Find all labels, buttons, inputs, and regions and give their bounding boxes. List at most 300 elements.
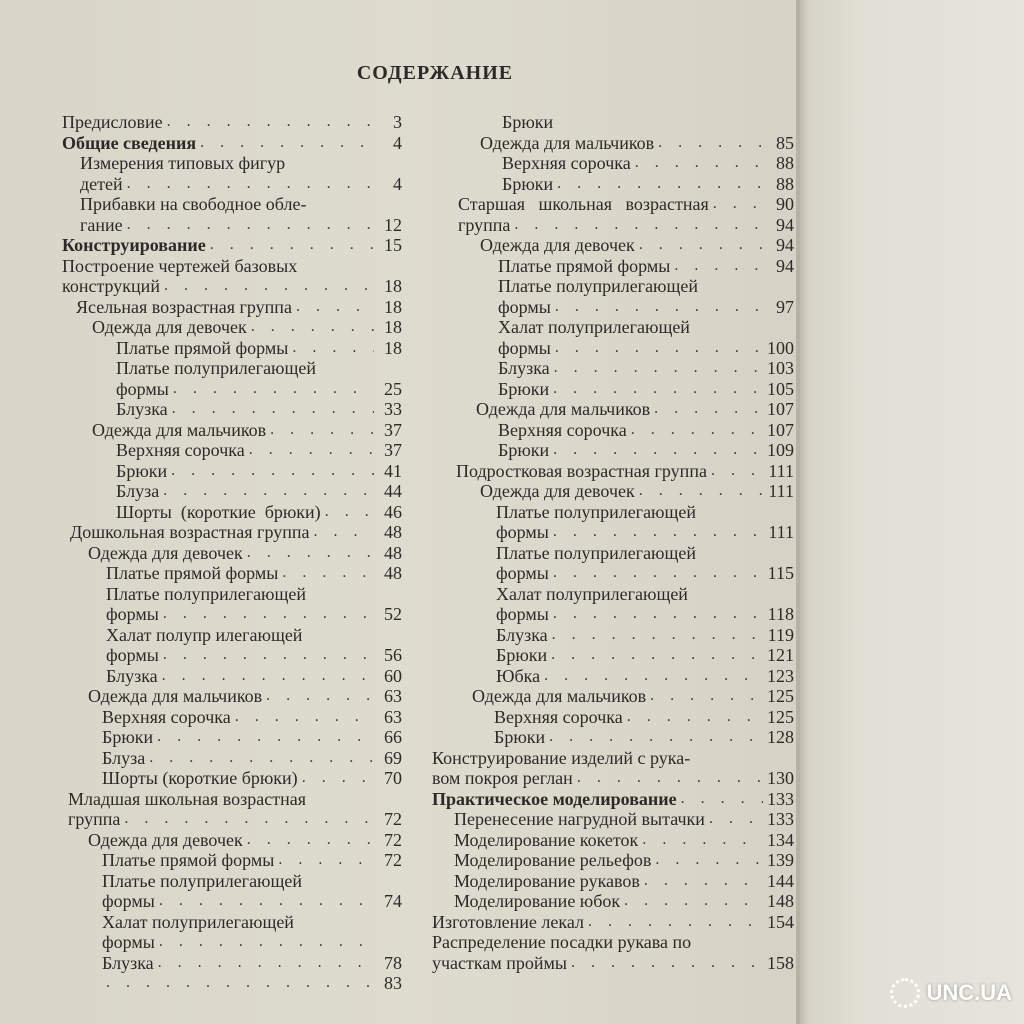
toc-entry-title: Платье полуприлегающей xyxy=(102,870,302,891)
toc-entry-page: 18 xyxy=(384,317,402,337)
toc-entry xyxy=(62,522,402,543)
dot-leader xyxy=(639,481,765,502)
toc-entry xyxy=(432,625,794,646)
toc-entry xyxy=(62,830,402,851)
toc-entry-page: 103 xyxy=(767,358,794,378)
toc-entry-page: 18 xyxy=(384,276,402,296)
dot-leader xyxy=(553,604,764,625)
toc-entry xyxy=(432,850,794,871)
toc-entry-title: формы xyxy=(496,604,549,624)
toc-entry-title: Изготовление лекал xyxy=(432,911,584,932)
dot-leader xyxy=(159,891,374,912)
toc-entry-title: Блузка xyxy=(498,358,550,378)
toc-entry xyxy=(62,358,402,379)
toc-entry-title: Платье прямой формы xyxy=(106,563,279,583)
toc-entry-title: участкам проймы xyxy=(432,952,567,973)
toc-entry-title: Моделирование рукавов xyxy=(454,870,640,891)
toc-entry-page: 60 xyxy=(384,665,402,686)
dot-leader xyxy=(544,666,763,687)
toc-entry-title: Одежда для девочек xyxy=(480,235,635,255)
dot-leader xyxy=(266,686,374,707)
toc-entry xyxy=(432,543,794,564)
toc-entry-page: 3 xyxy=(393,112,402,132)
toc-entry-page: 18 xyxy=(384,296,402,317)
toc-entry xyxy=(62,912,402,933)
toc-entry-title: Младшая школьная возрастная xyxy=(68,788,307,809)
toc-entry xyxy=(432,604,794,625)
toc-entry xyxy=(432,358,794,379)
toc-entry-page: 12 xyxy=(384,214,402,235)
toc-entry-title: Моделирование рельефов xyxy=(454,850,652,870)
toc-entry xyxy=(62,973,402,994)
dot-leader xyxy=(325,502,374,523)
toc-entry-page: 115 xyxy=(767,563,794,583)
dot-leader xyxy=(639,235,766,256)
toc-entry xyxy=(62,932,402,953)
dot-leader xyxy=(552,625,764,646)
toc-entry xyxy=(62,153,402,174)
toc-entry-title: Дошкольная возрастная группа xyxy=(70,522,310,542)
toc-entry xyxy=(62,563,402,584)
toc-entry-page: 4 xyxy=(393,173,402,194)
dot-leader xyxy=(588,912,763,933)
toc-entry-title: Одежда для мальчиков xyxy=(480,132,655,153)
toc-entry-page: 69 xyxy=(384,747,402,768)
dot-leader xyxy=(124,809,374,830)
toc-entry xyxy=(432,563,794,584)
toc-entry-title: Одежда для мальчиков xyxy=(88,686,263,706)
toc-entry-title: Верхняя сорочка xyxy=(502,153,631,173)
toc-entry xyxy=(432,686,794,707)
dot-leader xyxy=(251,317,374,338)
dot-leader xyxy=(553,563,764,584)
toc-entry-title: Построение чертежей базовых xyxy=(62,255,298,276)
toc-entry-title: конструкций xyxy=(62,276,160,296)
toc-entry-page: 37 xyxy=(384,419,402,440)
toc-entry xyxy=(62,953,402,974)
toc-entry-title: формы xyxy=(496,563,549,583)
toc-entry xyxy=(432,584,794,605)
toc-entry-page: 94 xyxy=(776,235,794,255)
toc-entry-title: Прибавки на свободное обле- xyxy=(80,194,307,214)
toc-entry-page: 107 xyxy=(767,399,794,419)
toc-entry-page: 148 xyxy=(767,891,794,911)
dot-leader xyxy=(163,481,374,502)
watermark-logo-icon xyxy=(890,978,920,1008)
dot-leader xyxy=(627,707,763,728)
toc-entry-page: 125 xyxy=(767,686,794,706)
dot-leader xyxy=(106,973,374,994)
toc-entry-title: Перенесение нагрудной вытачки xyxy=(454,809,705,829)
toc-entry-page: 133 xyxy=(767,809,794,829)
toc-entry-page: 130 xyxy=(767,768,794,788)
toc-entry-title: Предисловие xyxy=(62,112,163,132)
toc-entry xyxy=(62,727,402,748)
toc-entry xyxy=(62,276,402,297)
dot-leader xyxy=(549,727,763,748)
toc-entry-title: Брюки xyxy=(502,112,554,132)
toc-entry-title: формы xyxy=(102,891,155,911)
toc-entry-page: 63 xyxy=(384,706,402,727)
toc-entry-title: Шорты (короткие брюки) xyxy=(116,501,321,522)
toc-entry-page: 118 xyxy=(767,604,794,624)
toc-entry-title: Платье полуприлегающей xyxy=(106,583,306,604)
toc-entry-title: детей xyxy=(80,173,123,194)
toc-entry-title: Брюки xyxy=(502,173,554,194)
dot-leader xyxy=(164,276,374,297)
toc-entry xyxy=(432,256,794,277)
toc-entry-title: гание xyxy=(80,214,123,235)
toc-entry-page: 133 xyxy=(767,788,794,809)
toc-entry-title: Одежда для мальчиков xyxy=(476,399,651,419)
toc-entry-page: 63 xyxy=(384,686,402,706)
dot-leader xyxy=(553,440,763,461)
toc-entry xyxy=(432,174,794,195)
toc-entry xyxy=(62,891,402,912)
toc-entry-page: 74 xyxy=(384,891,402,911)
toc-entry-title: вом покроя реглан xyxy=(432,768,573,788)
toc-entry xyxy=(432,891,794,912)
toc-entry xyxy=(62,194,402,215)
toc-entry xyxy=(62,297,402,318)
toc-entry-page: 52 xyxy=(384,604,402,624)
dot-leader xyxy=(163,645,374,666)
toc-entry xyxy=(62,809,402,830)
toc-entry xyxy=(432,215,794,236)
toc-entry xyxy=(62,481,402,502)
toc-entry-page: 46 xyxy=(384,501,402,522)
toc-entry-page: 41 xyxy=(384,460,402,481)
dot-leader xyxy=(654,399,763,420)
toc-entry-title: Блузка xyxy=(116,399,168,419)
toc-entry xyxy=(62,420,402,441)
toc-entry xyxy=(432,461,794,482)
dot-leader xyxy=(655,850,763,871)
toc-entry-title: формы xyxy=(116,378,169,399)
toc-entry xyxy=(432,502,794,523)
toc-entry xyxy=(62,338,402,359)
toc-entry xyxy=(432,481,794,502)
toc-entry xyxy=(432,399,794,420)
toc-entry-title: Брюки xyxy=(496,645,548,665)
toc-entry-title: Платье полуприлегающей xyxy=(498,276,698,296)
toc-entry xyxy=(432,912,794,933)
toc-entry-page: 109 xyxy=(767,440,794,460)
dot-leader xyxy=(644,871,763,892)
toc-entry-title: Одежда для девочек xyxy=(480,481,635,501)
dot-leader xyxy=(157,727,374,748)
toc-entry-page: 78 xyxy=(384,952,402,973)
dot-leader xyxy=(235,707,374,728)
toc-entry-title: Платье прямой формы xyxy=(498,255,671,276)
dot-leader xyxy=(249,440,374,461)
toc-entry xyxy=(62,871,402,892)
toc-entry-page: 123 xyxy=(767,665,794,686)
dot-leader xyxy=(658,133,766,154)
toc-entry xyxy=(62,686,402,707)
toc-entry-page: 121 xyxy=(767,645,794,665)
dot-leader xyxy=(553,522,764,543)
toc-entry xyxy=(62,133,402,154)
toc-entry-title: Распределение посадки рукава по xyxy=(432,932,692,952)
toc-entry-title: Брюки xyxy=(498,440,550,460)
toc-entry xyxy=(432,297,794,318)
toc-entry xyxy=(62,625,402,646)
dot-leader xyxy=(270,420,374,441)
toc-entry xyxy=(432,727,794,748)
dot-leader xyxy=(247,830,374,851)
dot-leader xyxy=(163,604,374,625)
dot-leader xyxy=(127,174,374,195)
dot-leader xyxy=(278,850,374,871)
toc-entry-title: группа xyxy=(68,809,121,829)
toc-entry-title: формы xyxy=(106,645,159,665)
toc-entry-title: формы xyxy=(102,932,155,952)
toc-entry-title: Брюки xyxy=(116,460,168,481)
dot-leader xyxy=(709,809,763,830)
toc-entry xyxy=(62,707,402,728)
toc-entry xyxy=(62,215,402,236)
toc-entry-title: Блузка xyxy=(496,624,548,645)
dot-leader xyxy=(296,297,374,318)
toc-entry xyxy=(432,379,794,400)
toc-entry-page: 48 xyxy=(384,542,402,563)
toc-entry xyxy=(62,768,402,789)
toc-entry-page: 158 xyxy=(767,952,794,973)
toc-entry xyxy=(62,604,402,625)
dot-leader xyxy=(127,215,374,236)
dot-leader xyxy=(624,891,763,912)
toc-entry-title: Брюки xyxy=(494,727,546,747)
toc-entry xyxy=(432,645,794,666)
toc-entry-page: 18 xyxy=(384,337,402,358)
dot-leader xyxy=(171,461,374,482)
toc-entry-page: 33 xyxy=(384,399,402,419)
toc-entry-title: формы xyxy=(498,296,551,317)
toc-entry-page: 88 xyxy=(776,173,794,194)
toc-entry-title: Одежда для девочек xyxy=(92,317,247,337)
toc-entry-title: формы xyxy=(498,337,551,358)
dot-leader xyxy=(571,953,763,974)
toc-entry-title: Моделирование кокеток xyxy=(454,829,639,850)
toc-entry-title: Одежда для мальчиков xyxy=(92,419,267,440)
toc-entry-page: 83 xyxy=(384,973,402,993)
toc-entry-page: 105 xyxy=(767,378,794,399)
toc-entry xyxy=(62,440,402,461)
toc-entry-page: 111 xyxy=(768,481,794,501)
toc-entry xyxy=(432,768,794,789)
toc-entry xyxy=(432,953,794,974)
toc-entry-title: Платье полуприлегающей xyxy=(496,542,696,563)
page-title: СОДЕРЖАНИЕ xyxy=(356,62,514,84)
dot-leader xyxy=(554,358,763,379)
toc-entry-page: 48 xyxy=(384,563,402,583)
toc-entry xyxy=(432,789,794,810)
dot-leader xyxy=(159,932,374,953)
toc-entry-page: 111 xyxy=(768,522,794,542)
toc-entry xyxy=(432,133,794,154)
toc-entry-title: Юбка xyxy=(496,665,541,686)
dot-leader xyxy=(167,112,374,133)
dot-leader xyxy=(555,297,766,318)
dot-leader xyxy=(210,235,374,256)
dot-leader xyxy=(557,174,766,195)
dot-leader xyxy=(711,461,764,482)
toc-entry xyxy=(432,112,794,133)
toc-entry-title: Халат полуприлегающей xyxy=(496,583,688,604)
toc-entry xyxy=(62,317,402,338)
toc-entry xyxy=(432,317,794,338)
toc-entry-title: Платье полуприлегающей xyxy=(116,358,316,378)
toc-entry-title: Верхняя сорочка xyxy=(102,706,231,727)
toc-entry xyxy=(432,235,794,256)
watermark xyxy=(890,978,1012,1008)
toc-entry-page: 88 xyxy=(776,153,794,173)
toc-entry-title: Брюки xyxy=(498,378,550,399)
page-fold-shadow xyxy=(796,0,800,1024)
toc-entry xyxy=(432,522,794,543)
toc-entry xyxy=(62,112,402,133)
toc-entry-title: Одежда для девочек xyxy=(88,829,243,850)
dot-leader xyxy=(553,379,763,400)
toc-entry xyxy=(432,748,794,769)
dot-leader xyxy=(674,256,766,277)
toc-entry-page: 85 xyxy=(776,132,794,153)
toc-entry-title: Халат полупр илегающей xyxy=(106,624,303,645)
toc-entry xyxy=(432,830,794,851)
toc-entry xyxy=(62,174,402,195)
toc-entry-title: формы xyxy=(106,604,159,624)
dot-leader xyxy=(642,830,763,851)
toc-entry-title: Верхняя сорочка xyxy=(498,419,627,440)
toc-entry-page: 100 xyxy=(767,337,794,358)
toc-entry-title: Платье прямой формы xyxy=(116,337,289,358)
toc-entry-page: 70 xyxy=(384,768,402,788)
dot-leader xyxy=(631,420,763,441)
dot-leader xyxy=(173,379,374,400)
toc-entry xyxy=(62,256,402,277)
toc-entry-title: Халат полуприлегающей xyxy=(102,911,294,932)
dot-leader xyxy=(577,768,763,789)
toc-entry xyxy=(432,153,794,174)
toc-entry xyxy=(62,379,402,400)
watermark-text: UNC.UA xyxy=(926,980,1012,1005)
dot-leader xyxy=(551,645,763,666)
dot-leader xyxy=(313,522,374,543)
toc-entry-page: 48 xyxy=(384,522,402,542)
toc-entry-page: 15 xyxy=(384,235,402,255)
dot-leader xyxy=(172,399,374,420)
dot-leader xyxy=(514,215,766,236)
toc-entry xyxy=(62,235,402,256)
toc-entry-title: Общие сведения xyxy=(62,132,197,153)
toc-entry-page: 144 xyxy=(767,870,794,891)
toc-entry-title: Блуза xyxy=(102,747,146,768)
toc-entry-title: Платье прямой формы xyxy=(102,850,275,870)
toc-entry-title: Ясельная возрастная группа xyxy=(76,296,292,317)
toc-entry xyxy=(62,399,402,420)
toc-entry xyxy=(432,338,794,359)
toc-entry-page: 94 xyxy=(776,255,794,276)
toc-entry-page: 4 xyxy=(393,132,402,153)
toc-entry xyxy=(62,543,402,564)
toc-entry xyxy=(62,645,402,666)
dot-leader xyxy=(681,789,763,810)
toc-entry-page: 44 xyxy=(384,481,402,501)
dot-leader xyxy=(282,563,374,584)
toc-entry-title: Верхняя сорочка xyxy=(116,440,245,460)
toc-entry-title: Конструирование изделий с рука- xyxy=(432,747,691,768)
toc-entry-title: Блузка xyxy=(102,952,154,973)
toc-entry-title: Одежда для девочек xyxy=(88,542,243,563)
toc-entry-page: 94 xyxy=(776,214,794,235)
toc-entry-page: 107 xyxy=(767,419,794,440)
dot-leader xyxy=(713,194,766,215)
toc-entry-title: Платье полуприлегающей xyxy=(496,501,696,522)
toc-entry xyxy=(432,194,794,215)
toc-entry-title: Одежда для мальчиков xyxy=(472,686,647,706)
dot-leader xyxy=(302,768,374,789)
toc-entry-title: Практическое моделирование xyxy=(432,788,677,809)
toc-entry xyxy=(432,666,794,687)
toc-entry xyxy=(62,748,402,769)
toc-column-left xyxy=(62,112,402,994)
toc-entry-title: Подростковая возрастная группа xyxy=(456,460,707,481)
toc-entry xyxy=(62,461,402,482)
toc-entry-title: Измерения типовых фигур xyxy=(80,153,286,173)
toc-entry-page: 72 xyxy=(384,850,402,870)
dot-leader xyxy=(292,338,374,359)
toc-entry xyxy=(62,584,402,605)
dot-leader xyxy=(162,666,374,687)
toc-entry xyxy=(432,707,794,728)
toc-entry-page: 128 xyxy=(767,727,794,747)
toc-entry-title: группа xyxy=(458,214,511,235)
toc-entry-title: Халат полуприлегающей xyxy=(498,317,690,337)
toc-entry-title: Шорты (короткие брюки) xyxy=(102,768,298,788)
dot-leader xyxy=(650,686,763,707)
toc-entry-title: Брюки xyxy=(102,727,154,747)
toc-entry xyxy=(432,276,794,297)
toc-entry-title: Моделирование юбок xyxy=(454,891,621,911)
toc-entry-title: Верхняя сорочка xyxy=(494,706,623,727)
dot-leader xyxy=(149,748,374,769)
toc-entry-page: 25 xyxy=(384,378,402,399)
toc-entry-page: 125 xyxy=(767,706,794,727)
toc-entry-page: 97 xyxy=(776,296,794,317)
toc-entry-title: Блузка xyxy=(106,665,158,686)
toc-column-right xyxy=(432,112,794,973)
toc-entry-page: 66 xyxy=(384,727,402,747)
toc-entry xyxy=(62,789,402,810)
toc-entry-page: 37 xyxy=(384,440,402,460)
toc-entry-page: 139 xyxy=(767,850,794,870)
toc-entry-title: Конструирование xyxy=(62,235,206,255)
toc-entry-page: 72 xyxy=(384,809,402,829)
toc-entry xyxy=(62,502,402,523)
toc-entry-page: 111 xyxy=(768,460,794,481)
dot-leader xyxy=(635,153,766,174)
dot-leader xyxy=(247,543,374,564)
toc-entry-title: формы xyxy=(496,522,549,542)
toc-entry xyxy=(62,666,402,687)
toc-entry xyxy=(432,420,794,441)
toc-entry xyxy=(432,932,794,953)
dot-leader xyxy=(200,133,374,154)
toc-entry-page: 56 xyxy=(384,645,402,665)
toc-entry-page: 134 xyxy=(767,829,794,850)
toc-entry xyxy=(432,871,794,892)
